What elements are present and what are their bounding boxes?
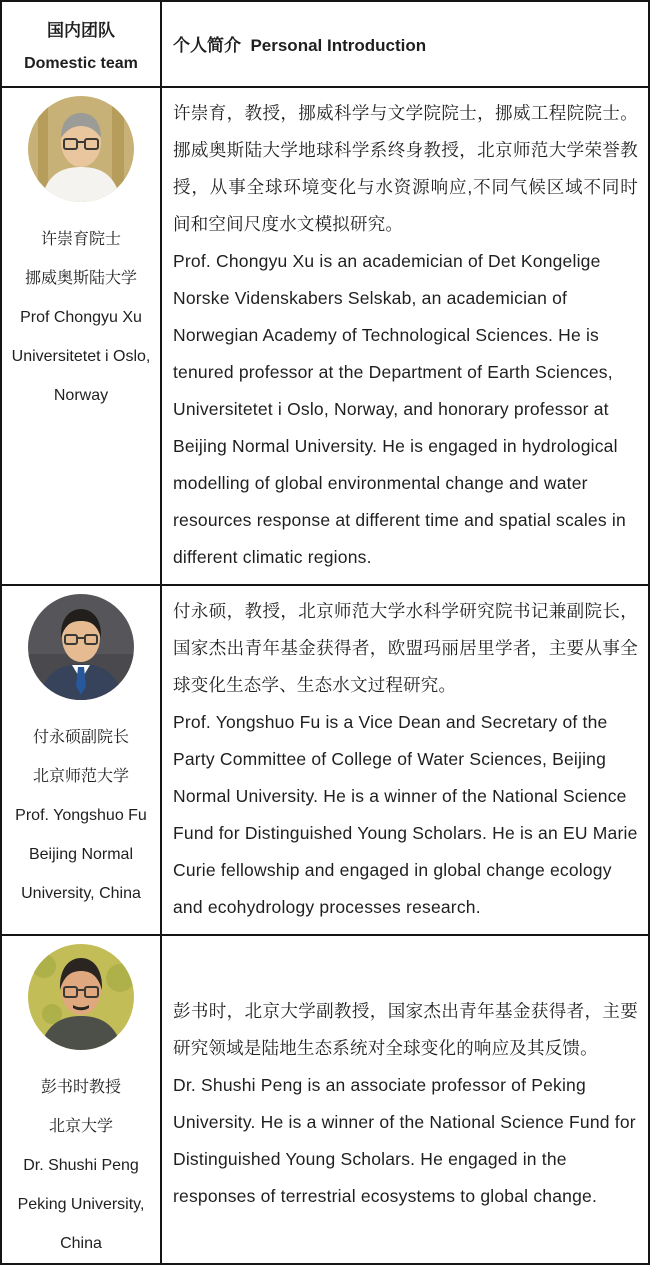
table-row: [2, 934, 648, 1263]
bio-chinese: 许崇育，教授，挪威科学与文学院院士，挪威工程院院士。挪威奥斯陆大学地球科学系终身教授，北京师范大学荣誉教授，从事全球环境变化与水资源响应,不同气候区域不同时间和空间尺度水文模拟研究。: [173, 103, 638, 234]
member-name-cn: 许崇育院士: [40, 231, 121, 248]
header-personal-introduction-cell: [162, 2, 648, 86]
table-header-row: [2, 2, 648, 86]
member-affiliation-en: University, China: [21, 885, 141, 902]
member-affiliation-en: Norway: [53, 387, 109, 404]
member-name-cn: 付永硕副院长: [32, 729, 129, 746]
portrait-yongshuo-fu-photo: [28, 594, 134, 700]
member-affiliation-cn: 北京大学: [48, 1118, 113, 1135]
member-name-en: Prof. Yongshuo Fu: [15, 807, 147, 824]
member-affiliation-cn: 北京师范大学: [32, 768, 129, 785]
member-bio-cell: [162, 586, 648, 934]
portrait-chongyu-xu-photo: [28, 96, 134, 202]
bio-english: Dr. Shushi Peng is an associate professor of Peking University. He is a winner of the National Science Fund for Distinguished Young Scholars. He engaged in the responses of terrestrial ecosystems to global change.: [173, 1075, 636, 1206]
member-name-block: [2, 220, 160, 415]
member-name-block: [2, 1068, 160, 1263]
bio-english: Prof. Yongshuo Fu is a Vice Dean and Secretary of the Party Committee of College of Water Sciences, Beijing Normal University. He is a winner of the National Science Fund for Distinguished Young Scholars. He is an EU Marie Curie fellowship and engaged in global change ecology and ecohydrology processes research.: [173, 712, 638, 917]
member-identity-cell: [2, 586, 162, 934]
member-name-en: Dr. Shushi Peng: [23, 1157, 139, 1174]
bio-chinese: 付永硕，教授，北京师范大学水科学研究院书记兼副院长，国家杰出青年基金获得者，欧盟玛丽居里学者，主要从事全球变化生态学、生态水文过程研究。: [173, 601, 638, 695]
member-name-cn: 彭书时教授: [40, 1079, 121, 1096]
member-bio-cell: [162, 88, 648, 584]
member-name-block: [2, 718, 160, 913]
bio-english: Prof. Chongyu Xu is an academician of Det Kongelige Norske Videnskabers Selskab, an academician of Norwegian Academy of Technological Sciences. He is tenured professor at the Department of Earth Sciences, Universitetet i Oslo, Norway, and honorary professor at Beijing Normal University. He is engaged in hydrological modelling of global environmental change and water resources response at different time and spatial scales in different climatic regions.: [173, 251, 626, 567]
table-row: [2, 86, 648, 584]
portrait-shushi-peng-photo: [28, 944, 134, 1050]
portrait-yongshuo-fu-icon: [28, 594, 134, 700]
member-affiliation-en: Universitetet i Oslo,: [11, 348, 151, 365]
header-domestic-team-cn: 国内团队: [47, 20, 115, 40]
member-affiliation-en: China: [60, 1235, 102, 1252]
member-affiliation-en: Beijing Normal: [28, 846, 134, 863]
header-domestic-team-cell: [2, 2, 162, 86]
member-affiliation-cn: 挪威奥斯陆大学: [24, 270, 137, 287]
portrait-shushi-peng-icon: [28, 944, 134, 1050]
header-domestic-team-en: Domestic team: [24, 54, 138, 72]
member-name-en: Prof Chongyu Xu: [20, 309, 142, 326]
bio-chinese: 彭书时，北京大学副教授，国家杰出青年基金获得者，主要研究领域是陆地生态系统对全球变化的响应及其反馈。: [173, 1001, 638, 1058]
member-affiliation-en: Peking University,: [17, 1196, 145, 1213]
member-identity-cell: [2, 936, 162, 1263]
table-row: [2, 584, 648, 934]
header-personal-introduction-label: 个人简介 Personal Introduction: [173, 36, 427, 55]
portrait-chongyu-xu-icon: [28, 96, 134, 202]
member-identity-cell: [2, 88, 162, 584]
member-bio-cell: [162, 936, 648, 1263]
